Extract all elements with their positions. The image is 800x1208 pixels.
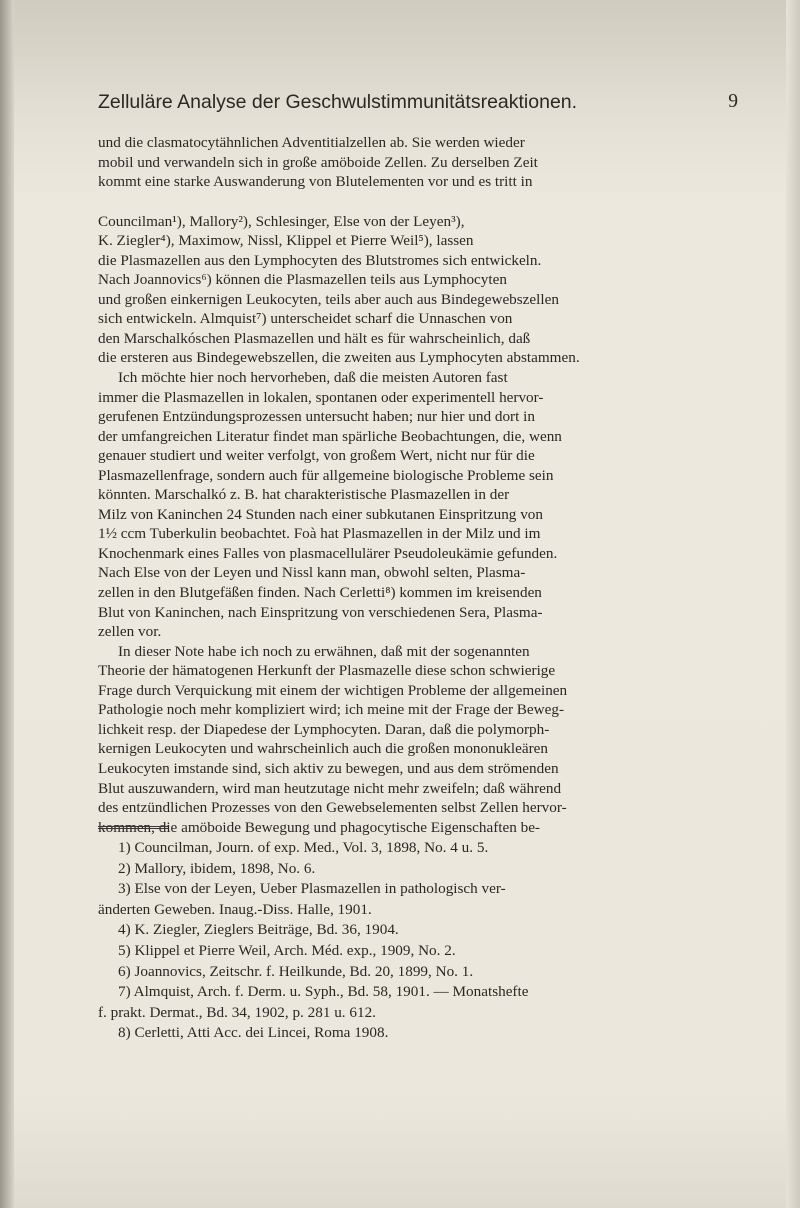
paragraph-2 xyxy=(98,212,738,368)
paragraph-3 xyxy=(98,368,738,642)
text-line: Theorie der hämatogenen Herkunft der Plasmazelle diese schon schwierige xyxy=(98,662,556,680)
footnote-rule xyxy=(98,826,168,829)
text-line: der umfangreichen Literatur findet man spärliche Beobachtungen, die, wenn xyxy=(98,427,562,445)
text-line: Blut auszuwandern, wird man heutzutage nicht mehr zweifeln; daß während xyxy=(98,779,562,797)
text-line: Milz von Kaninchen 24 Stunden nach einer subkutanen Einspritzung von xyxy=(98,505,543,523)
footnote-8: 8) Cerletti, Atti Acc. dei Lincei, Roma 1908. xyxy=(118,1024,389,1042)
text-line: Knochenmark eines Falles von plasmacellulärer Pseudoleukämie gefunden. xyxy=(98,544,558,562)
text-line: Councilman¹), Mallory²), Schlesinger, Else von der Leyen³), xyxy=(98,212,465,230)
page-number: 9 xyxy=(728,91,738,112)
text-line: kernigen Leukocyten und wahrscheinlich auch die großen mononukleären xyxy=(98,740,548,758)
text-line: mobil und verwandeln sich in große amöboide Zellen. Zu derselben Zeit xyxy=(98,153,538,171)
paragraph-1 xyxy=(98,133,738,192)
footnotes xyxy=(98,838,738,1044)
footnote-3-continued: änderten Geweben. Inaug.-Diss. Halle, 1901. xyxy=(98,900,372,918)
text-line: zellen in den Blutgefäßen finden. Nach Cerletti⁸) kommen im kreisenden xyxy=(98,584,542,602)
footnote-5: 5) Klippel et Pierre Weil, Arch. Méd. exp., 1909, No. 2. xyxy=(118,941,456,959)
running-title: Zelluläre Analyse der Geschwulstimmunitätsreaktionen. xyxy=(98,91,578,113)
body-text xyxy=(98,133,738,837)
text-line: zellen vor. xyxy=(98,623,162,641)
text-line: die Plasmazellen aus den Lymphocyten des Blutstromes sich entwickeln. xyxy=(98,251,542,269)
text-line: genauer studiert und weiter verfolgt, von großem Wert, nicht nur für die xyxy=(98,447,535,465)
text-line: die ersteren aus Bindegewebszellen, die zweiten aus Lymphocyten abstammen. xyxy=(98,349,580,367)
text-line: gerufenen Entzündungsprozessen untersucht haben; nur hier und dort in xyxy=(98,408,535,426)
text-line: Ich möchte hier noch hervorheben, daß die meisten Autoren fast xyxy=(118,369,508,387)
footnote-6: 6) Joannovics, Zeitschr. f. Heilkunde, Bd. 20, 1899, No. 1. xyxy=(118,962,474,980)
text-line: Leukocyten imstande sind, sich aktiv zu bewegen, und aus dem strömenden xyxy=(98,759,559,777)
running-header xyxy=(98,91,738,119)
text-line: kommen, die amöboide Bewegung und phagocytische Eigenschaften be- xyxy=(98,818,540,836)
text-line: In dieser Note habe ich noch zu erwähnen, daß mit der sogenannten xyxy=(118,642,530,660)
text-line: K. Ziegler⁴), Maximow, Nissl, Klippel et Pierre Weil⁵), lassen xyxy=(98,232,474,250)
text-line: kommt eine starke Auswanderung von Blutelementen vor und es tritt in xyxy=(98,173,533,191)
text-line: immer die Plasmazellen in lokalen, spontanen oder experimentell hervor- xyxy=(98,388,544,406)
text-line: sich entwickeln. Almquist⁷) unterscheidet scharf die Unnaschen von xyxy=(98,310,513,328)
text-line: Plasmazellenfrage, sondern auch für allgemeine biologische Probleme sein xyxy=(98,466,554,484)
text-line: den Marschalkóschen Plasmazellen und hält es für wahrscheinlich, daß xyxy=(98,329,531,347)
text-line: 1½ ccm Tuberkulin beobachtet. Foà hat Plasmazellen in der Milz und im xyxy=(98,525,541,543)
paragraph-4 xyxy=(98,642,738,837)
text-line: und die clasmatocytähnlichen Adventitialzellen ab. Sie werden wieder xyxy=(98,134,525,151)
footnote-2: 2) Mallory, ibidem, 1898, No. 6. xyxy=(118,859,316,877)
text-line: Pathologie noch mehr kompliziert wird; ich meine mit der Frage der Beweg- xyxy=(98,701,565,719)
text-line: und großen einkernigen Leukocyten, teils aber auch aus Bindegewebszellen xyxy=(98,290,559,308)
text-line: lichkeit resp. der Diapedese der Lymphocyten. Daran, daß die polymorph- xyxy=(98,720,550,738)
footnote-7: 7) Almquist, Arch. f. Derm. u. Syph., Bd. 58, 1901. — Monatshefte xyxy=(118,983,529,1001)
text-line: Nach Joannovics⁶) können die Plasmazellen teils aus Lymphocyten xyxy=(98,271,507,289)
text-line: Blut von Kaninchen, nach Einspritzung von verschiedenen Sera, Plasma- xyxy=(98,603,543,621)
text-line: Nach Else von der Leyen und Nissl kann man, obwohl selten, Plasma- xyxy=(98,564,526,582)
text-line: des entzündlichen Prozesses von den Gewebselementen selbst Zellen hervor- xyxy=(98,799,567,817)
footnote-3: 3) Else von der Leyen, Ueber Plasmazellen in pathologisch ver- xyxy=(118,880,506,898)
footnote-1: 1) Councilman, Journ. of exp. Med., Vol. 3, 1898, No. 4 u. 5. xyxy=(118,839,489,856)
footnote-7-continued: f. prakt. Dermat., Bd. 34, 1902, p. 281 u. 612. xyxy=(98,1003,376,1021)
text-line: Frage durch Verquickung mit einem der wichtigen Probleme der allgemeinen xyxy=(98,681,568,699)
footnote-4: 4) K. Ziegler, Zieglers Beiträge, Bd. 36, 1904. xyxy=(118,921,399,939)
text-line: könnten. Marschalkó z. B. hat charakteristische Plasmazellen in der xyxy=(98,486,510,504)
